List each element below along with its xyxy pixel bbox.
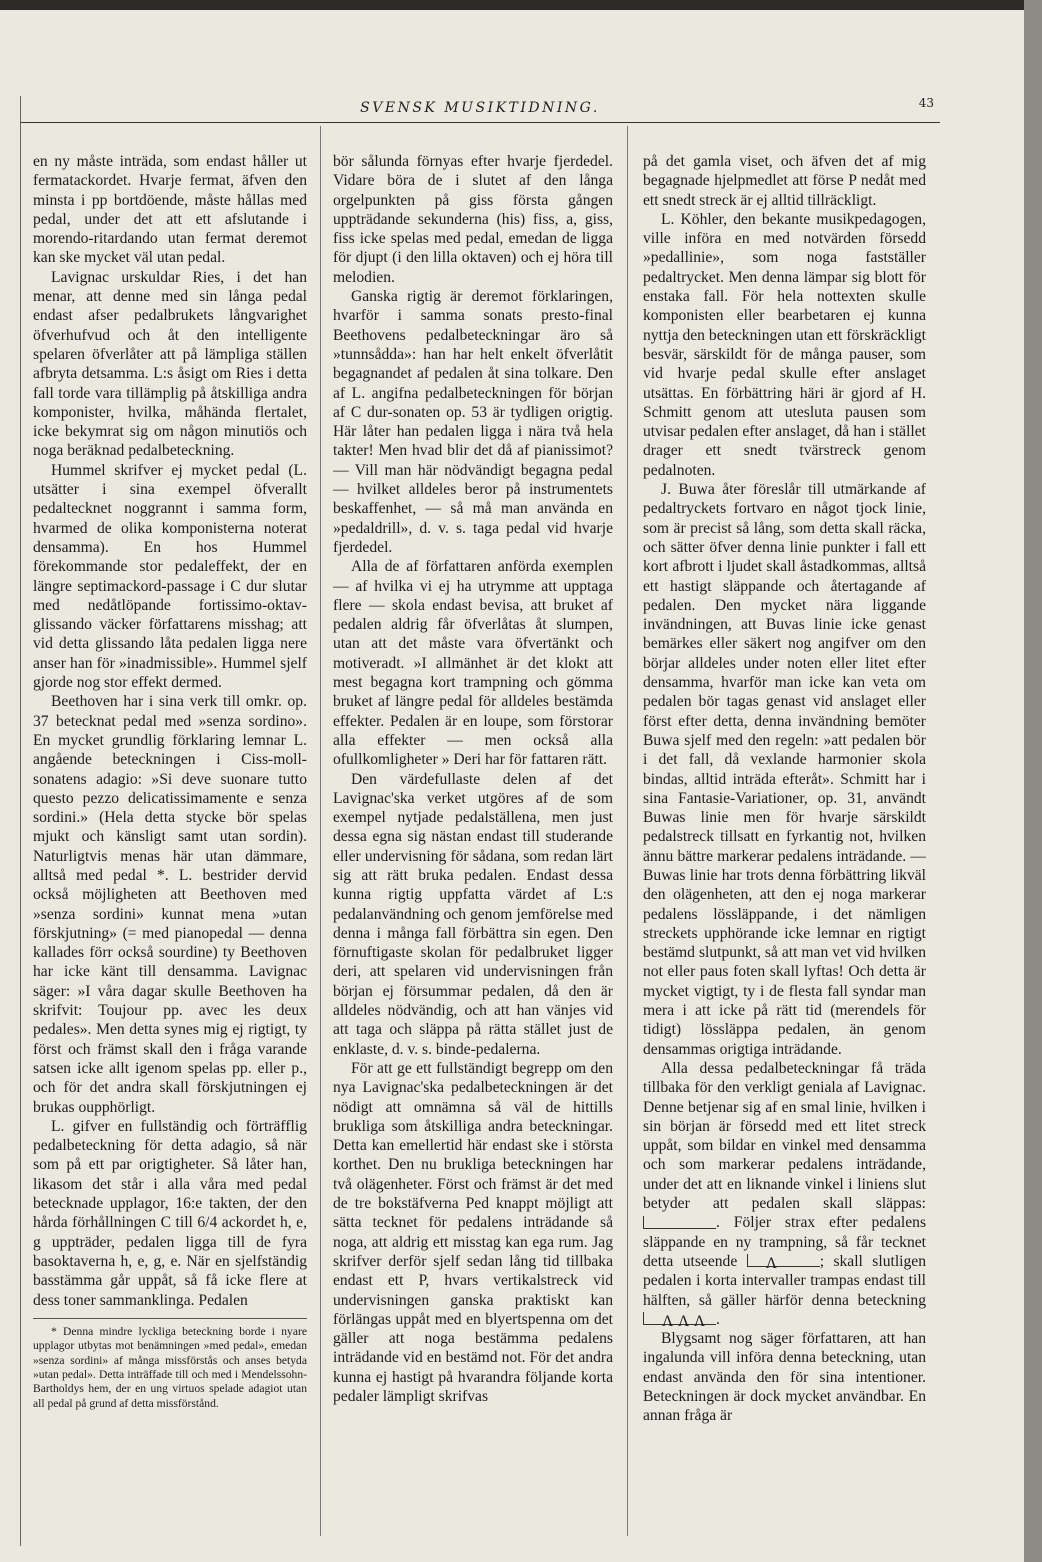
footnote-rule bbox=[33, 1318, 307, 1319]
paragraph: Den värdefullaste delen af det Lavignac'ska verket utgöres af de som exempel nytjade pedalställena, men just dessa egna sig nästan endast till studerande eller undervisning för sådana, som redan lärt sig att rätt bruka pedalen. Endast dessa kunna rigtig uppfatta värdet af L:s pedalanvändning och genom jemförelse med denna i många fall förbättra sin egen. Den förnuftigaste skolan för pedalbruket ligger deri, att spelaren vid undervisningen från början ej försummar pedalen, då den är alldeles nödvändig, och att han vänjes vid att taga och släppa på rätta stället just de enklaste, d. v. s. binde-pedalerna. bbox=[333, 770, 613, 1058]
footnote: * Denna mindre lyckliga beteckning borde i nyare upplagor utbytas mot benämningen »med pedal», emedan »senza sordini» af många missförstås och anses betyda »utan pedal». Detta inträffade till och med i Mendelssohn-Bartholdys hem, der en ung virtuos spelade adagiot utan all pedal på grund af detta missförstånd. bbox=[33, 1324, 307, 1410]
paragraph: L. Köhler, den bekante musikpedagogen, ville införa en med notvärden försedd »pedallinie», som noga fastställer pedaltrycket. Men denna lämpar sig blott för enstaka fall. För hela nottexten skulle komponisten eller bearbetaren ej kunna nyttja den beteckningen utan ett förskräckligt besvär, särskildt för de många pauser, som vid hvarje pedal skulle efter anslaget utsättas. En förbättring häri är gjord af H. Schmitt genom att utesluta pausen som utvisar pedalen efter anslaget, då han i stället drager ett snedt tvärstreck genom pedalnoten. bbox=[643, 210, 926, 479]
scan-top-edge bbox=[0, 0, 1042, 10]
column-1 bbox=[33, 152, 307, 1532]
paragraph: J. Buwa åter föreslår till utmärkande af pedaltryckets fortvaro en något tjock linie, som är precist så lång, som detta skall räcka, och sätter öfver denna linie punkter i fall ett kort afbrott i ljudet skall åstadkommas, alltså ett hastigt släppande och återtagande af pedalen. Den mycket nära liggande invändningen, att Buvas linie icke genast bemärkes eller säkert nog angifver om den börjar alldeles under noten eller litet efter densamma, hvarför man icke kan veta om pedalen bör tagas genast vid anslaget eller först efter detta, denna invändning bemöter Buwa sjelf med den regeln: »att pedalen bör i det fall, då vexlande harmonier skola bindas, alltid inträda efteråt». Schmitt har i sina Fantasie-Variationer, op. 31, användt Buwas linie men för hvarje särskildt pedalstreck tillsatt en fyrkantig not, hvilken ännu bättre markerar pedalens inträdande. — Buwas linie har trots denna förbättring likväl den olägenheten, att den ej noga markerar pedalens lössläppande, i det nämligen streckets upphörande icke lemnar en rigtigt bestämd slutpunkt, så att man vet vid hvilken not eller paus foten skall lyftas! Och detta är mycket vigtigt, ty i de flesta fall syndar man mera i att icke på rätt tid (merendels för tidigt) lössläppa pedalen, än genom densammas origtiga inträdande. bbox=[643, 481, 926, 1058]
left-border-rule bbox=[20, 96, 21, 1546]
paragraph: Ganska rigtig är deremot förklaringen, hvarför i samma sonats presto-final Beethovens pedalbeteckningar äro så »tunnsådda»: han har helt enkelt öfverlåtit begagnandet af pedalen åt sina tolkare. Den af L. angifna pedalbeteckningen för början af C dur-sonaten op. 53 är tydligen origtig. Här låter han pedalen ligga i nära två hela takter! Men hvad blir det då af pianissimot? — Vill man här nödvändigt begagna pedal — hvilket alldeles beror på instrumentets beskaffenhet, — så må man använda en »pedaldrill», d. v. s. taga pedal vid hvarje fjerdedel. bbox=[333, 288, 613, 556]
pedal-mark-single bbox=[643, 1216, 716, 1229]
paragraph: L. gifver en fullständig och förträfflig pedalbeteckning för detta adagio, så när som på ett par origtigheter. Så låter han, likasom det står i alla våra med pedal betecknade upplagor, 16:e takten, der den hårda förhållningen C till 6/4 ackordet h, e, g uppträder, pedalen ligga till de fyra basoktaverna h, e, g, e. När en sjelfständig basstämma går uppåt, så få icke flere at dess toner sammanklinga. Pedalen bbox=[33, 1117, 307, 1309]
page-number: 43 bbox=[918, 96, 934, 110]
paragraph: på det gamla viset, och äfven det af mig begagnade hjelpmedlet att förse P nedåt med ett snedt streck är ej alltid tillräckligt. bbox=[643, 153, 926, 209]
column-2 bbox=[333, 152, 613, 1532]
paragraph-text: skall slutligen pedalen i korta intervaller trampas endast till hälften, så gäller härför denna beteckning bbox=[643, 1252, 926, 1309]
paragraph: Hummel skrifver ej mycket pedal (L. utsätter i sina exempel öfverallt pedaltecknet noggrannt i samma form, hvarmed de olika komponisterna noterat densamma). En hos Hummel förekommande stor pedaleffekt, der en längre septimackord-passage i C dur slutar med nedåtlöpande fortissimo-oktav-glissando väcker författarens misshag; att vid detta glissando låta pedalen ligga nere anser han för »inadmissible». Hummel sjelf gjorde nog stor effekt dermed. bbox=[33, 461, 307, 692]
paragraph: För att ge ett fullständigt begrepp om den nya Lavignac'ska pedalbeteckningen är det nödigt att omnämna så väl de hittills brukliga som åtskilliga andra beteckningar. Detta kan emellertid här endast ske i största korthet. Den nu brukliga beteckningen har två olägenheter. Först och främst är det med de tre bokstäfverna Ped knappt möjligt att sätta tecknet för pedalens inträdande så noga, att aldrig ett misstag kan ega rum. Jag skrifver derför sjelf sedan lång tid tillbaka endast ett P, hvars vertikalstreck vid undervisningen ganska praktiskt kan förlängas uppåt med en blyertspenna om det gäller att noga bestämma pedalens inträdande vid en bestämd not. För det andra kunna ej hastigt på hvarandra följande korta pedaler lämpligt skrifvas bbox=[333, 1059, 613, 1405]
paragraph-text: Alla dessa pedalbeteckningar få träda tillbaka för den verkligt geniala af Lavignac. Denne betjenar sig af en smal linie, hvilken i sin början är försedd med ett litet streck uppåt, som bildar en vinkel med densamma och som markerar pedalens inträdande, under det att en liknande vinkel i liniens slut betyder att pedalen skall släppas: bbox=[643, 1059, 926, 1213]
paragraph: Lavignac urskuldar Ries, i det han menar, att denne med sin långa pedal endast afser pedalbrukets långvarighet öfverhufvud och åt den intelligente spelaren öfverlåter att på lämpliga ställen afbryta detsamma. L:s åsigt om Ries i detta fall torde vara tillämplig på åtskilliga andra komponister, hvilka, måhända flertalet, icke bekymrat sig om någon minutiös och noga beräknad pedalbeteckning. bbox=[33, 268, 307, 460]
column-3 bbox=[643, 152, 926, 1532]
paragraph: bör sålunda förnyas efter hvarje fjerdedel. Vidare böra de i slutet af den långa orgelpunkten på giss första gången uppträdande sekunderna (his) fiss, a, giss, fiss icke spelas med pedal, emedan de ligga för djupt (i den lilla oktaven) och ej höra till melodien. bbox=[333, 153, 613, 286]
paragraph-text: Följer strax efter pedalens släppande en ny trampning, så får tecknet detta utseende bbox=[643, 1214, 926, 1270]
paragraph: Alla de af författaren anförda exemplen — af hvilka vi ej ha utrymme att upptaga flere — skola endast bevisa, att bruket af pedalen aldrig får öfverlåtas åt slumpen, utan att det måste vara öfvertänkt och motiveradt. »I allmänhet är det klokt att mest begagna kort trampning och gömma bruket af längre pedal för alldeles bestämda effekter. Pedalen är en loupe, som förstorar alla effekter — men också alla ofullkomligheter » Deri har för fattaren rätt. bbox=[333, 558, 613, 769]
paragraph: Beethoven har i sina verk till omkr. op. 37 betecknat pedal med »senza sordino». En mycket grundlig förklaring lemnar L. angående beteckningen i Ciss-moll-sonatens adagio: »Si deve suonare tutto questo pezzo delicatissimamente e senza sordini.» (Hela detta stycke bör spelas mjukt och känsligt samt utan sordin). Naturligtvis menas här utan dämmare, alltså med pedal *. L. bestrider dervid också möjligheten att Beethoven med »senza sordini» kunnat mena »utan förskjutning» (= med pianopedal — denna kallades förr också sourdine) ty Beethoven har icke känt till densamma. Lavignac säger: »I våra dagar skulle Beethoven ha skrifvit: Toujour pp. avec les deux pedales». Men detta synes mig ej rigtigt, ty först och främst skall den i fråga varande satsen icke allt igenom spelas pp. eller p., och för det andra skall förskjutningen ej brukas oupphörligt. bbox=[33, 693, 307, 1116]
paragraph: Blygsamt nog säger författaren, att han ingalunda vill införa denna beteckning, utan endast använda den för sina intentioner. Beteckningen är dock mycket användbar. En annan fråga är bbox=[643, 1330, 926, 1425]
column-separator bbox=[320, 126, 321, 1536]
running-title: SVENSK MUSIKTIDNING. bbox=[360, 100, 600, 116]
header-rule bbox=[20, 122, 940, 123]
pedal-mark-half: Λ Λ Λ bbox=[643, 1312, 716, 1325]
pedal-mark-renewed: Λ bbox=[747, 1254, 820, 1267]
paragraph: en ny måste inträda, som endast håller ut fermatackordet. Hvarje fermat, äfven den minsta i pp bortdöende, måste hållas med pedal, under det att ett afslutande i morendo-ritardando utan fermat deremot kan ske mycket väl utan pedal. bbox=[33, 153, 307, 267]
paragraph: Alla dessa pedalbeteckningar få träda tillbaka för den verkligt geniala af Lavignac. Denne betjenar sig af en smal linie, hvilken i sin början är försedd med ett litet streck uppåt, som bildar en vinkel med densamma och som markerar pedalens inträdande, under det att en liknande vinkel i liniens slut betyder att pedalen skall släppas: . Följer strax efter pedalens släppande en ny trampning, så får tecknet detta utseende Λ ; skall slutligen pedalen i korta intervaller trampas endast till hälften, så gäller härför denna beteckning Λ Λ Λ . bbox=[643, 1059, 926, 1330]
column-separator bbox=[627, 126, 628, 1536]
page-header bbox=[20, 96, 940, 122]
scan-right-edge bbox=[1024, 0, 1042, 1562]
